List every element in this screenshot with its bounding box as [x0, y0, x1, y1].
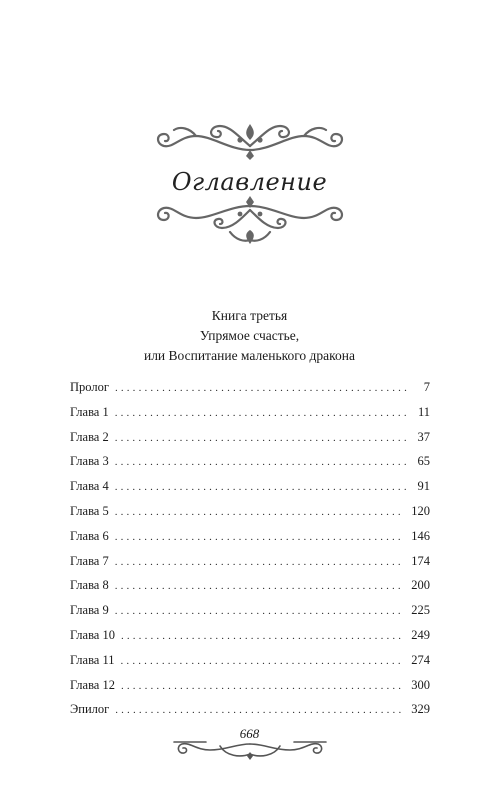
book-number: Книга третья: [211, 308, 288, 323]
toc-row: [70, 628, 430, 653]
toc-label: Глава 9: [70, 603, 109, 618]
toc-row: [70, 603, 430, 628]
page-title: Оглавление: [171, 168, 328, 196]
toc-page: 65: [417, 454, 430, 469]
dot-leader: [115, 432, 410, 444]
dot-leader: [115, 506, 404, 518]
bottom-flourish-ornament: [150, 192, 350, 252]
table-of-contents: [70, 380, 430, 727]
dot-leader: [115, 407, 410, 419]
toc-label: Глава 5: [70, 503, 109, 518]
toc-page: 174: [411, 553, 430, 568]
dot-leader: [115, 605, 404, 617]
book-heading: [0, 306, 499, 366]
toc-row: [70, 554, 430, 579]
toc-page: 7: [423, 380, 430, 394]
toc-page: 225: [411, 603, 430, 618]
page-number: 668: [239, 726, 260, 741]
toc-row: [70, 430, 430, 455]
toc-label: Глава 7: [70, 553, 109, 568]
toc-page: 91: [417, 479, 430, 494]
toc-page: 200: [411, 578, 430, 593]
toc-label: Глава 8: [70, 578, 109, 593]
toc-page: 120: [411, 503, 430, 518]
toc-row: [70, 380, 430, 405]
book-title: Упрямое счастье,: [199, 328, 300, 343]
toc-label: Глава 4: [70, 479, 109, 494]
toc-page: 249: [411, 627, 430, 642]
toc-row: [70, 479, 430, 504]
toc-label: Глава 11: [70, 652, 115, 667]
toc-page: 300: [411, 677, 430, 692]
dot-leader: [115, 556, 404, 568]
toc-page: 37: [417, 429, 430, 444]
toc-row: [70, 454, 430, 479]
toc-row: [70, 504, 430, 529]
toc-label: Глава 1: [70, 404, 109, 419]
toc-label: Глава 6: [70, 528, 109, 543]
toc-label: Глава 3: [70, 454, 109, 469]
toc-page: 11: [417, 404, 430, 419]
toc-row: [70, 529, 430, 554]
book-subtitle: или Воспитание маленького дракона: [143, 348, 356, 363]
toc-row: [70, 678, 430, 703]
dot-leader: [115, 456, 410, 468]
toc-row: [70, 653, 430, 678]
toc-page: 146: [411, 528, 430, 543]
toc-page: 329: [411, 702, 430, 717]
toc-label: Глава 2: [70, 429, 109, 444]
toc-row: [70, 578, 430, 603]
top-flourish-ornament: [150, 106, 350, 162]
toc-label: Пролог: [70, 380, 109, 394]
dot-leader: [115, 531, 404, 543]
toc-label: Глава 10: [70, 627, 115, 642]
dot-leader: [115, 481, 410, 493]
dot-leader: [115, 580, 404, 592]
toc-page: 274: [411, 652, 430, 667]
toc-row: [70, 405, 430, 430]
dot-leader: [115, 704, 403, 716]
dot-leader: [121, 655, 404, 667]
dot-leader: [121, 680, 403, 692]
dot-leader: [115, 382, 410, 394]
toc-label: Эпилог: [70, 702, 110, 717]
dot-leader: [121, 630, 403, 642]
toc-label: Глава 12: [70, 677, 115, 692]
